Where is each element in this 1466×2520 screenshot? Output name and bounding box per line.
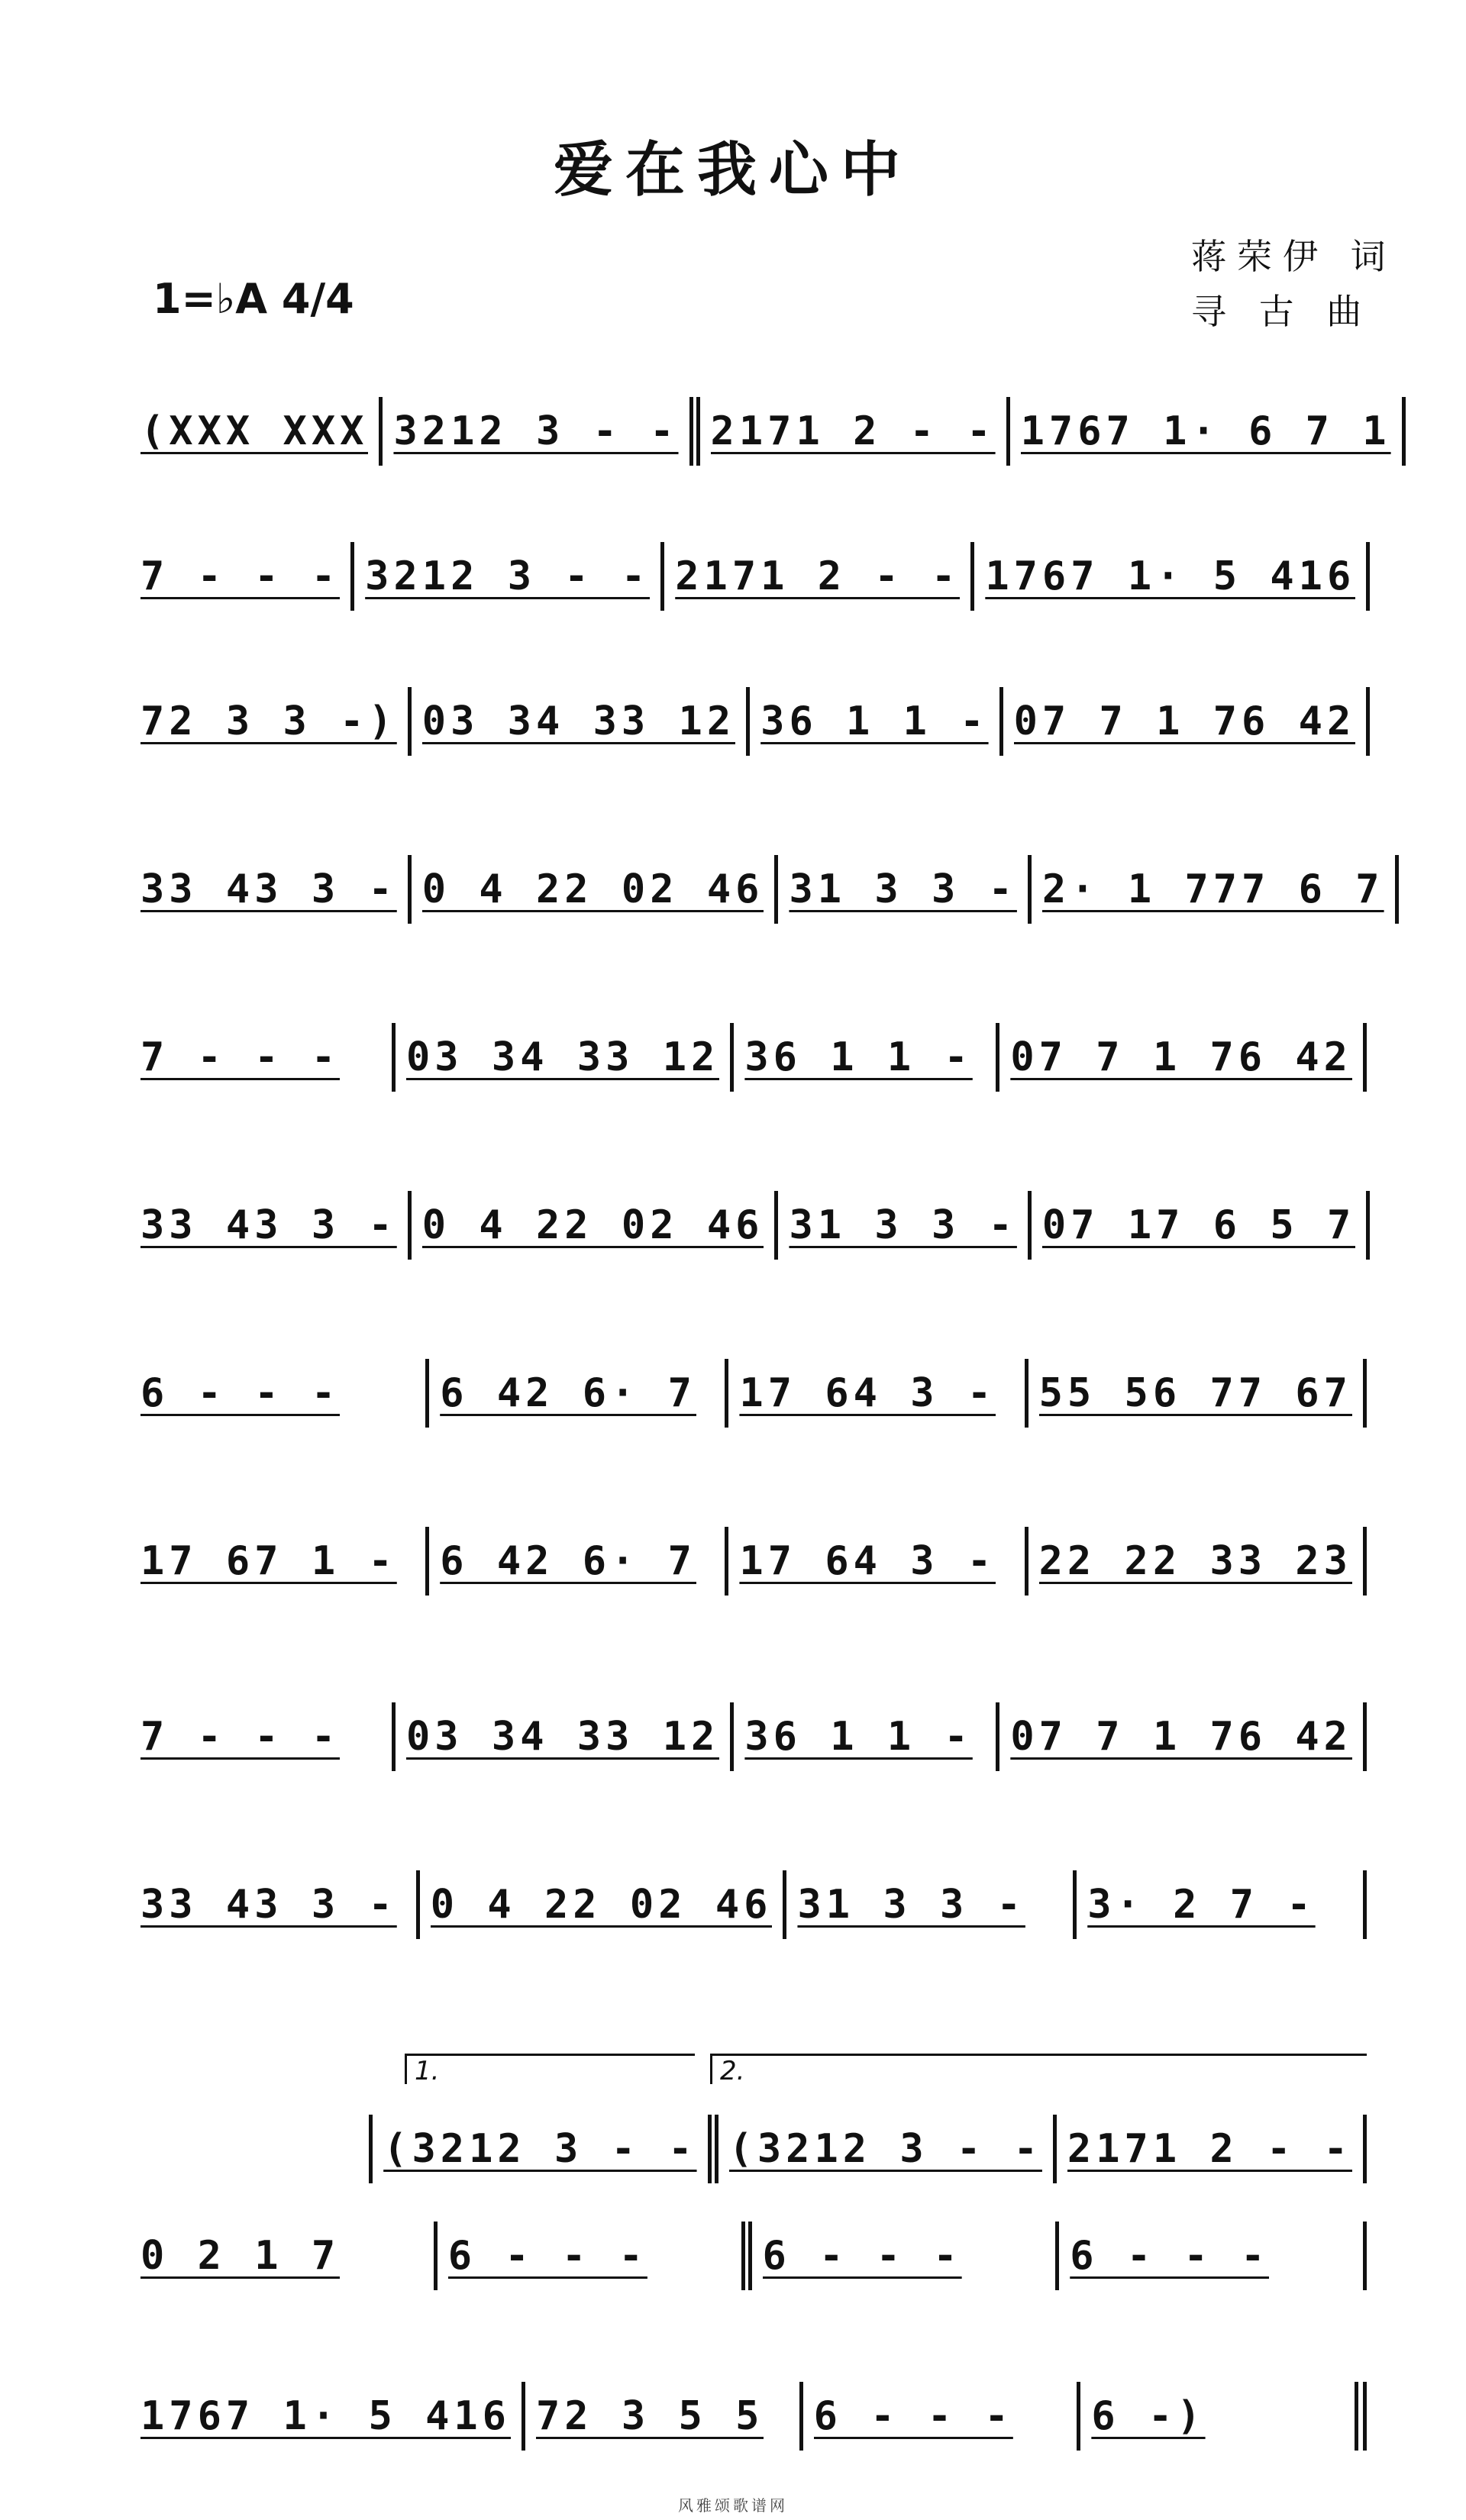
measure (734, 1023, 999, 1092)
measure (700, 397, 1010, 466)
measure-notes: 17 64 3 - (739, 1370, 996, 1416)
measure (750, 687, 1003, 756)
measure (130, 1023, 396, 1092)
measure-notes: 1767 1· 5 416 (140, 2393, 511, 2439)
measure (786, 1870, 1077, 1939)
measure-notes: 0 4 22 02 46 (421, 1202, 764, 1248)
measure (974, 542, 1370, 611)
measure (130, 855, 412, 924)
measure (728, 1359, 1028, 1428)
measure-notes: 7 - - - (140, 1034, 341, 1080)
measure-notes: 36 1 1 - (744, 1034, 973, 1080)
score-system (0, 1168, 1466, 1321)
score-system (0, 832, 1466, 985)
measure (130, 1359, 429, 1428)
measure-notes: 72 3 5 5 (536, 2393, 764, 2439)
score-system (0, 1504, 1466, 1657)
measure (383, 397, 699, 466)
first-ending-label: 1. (415, 2056, 440, 2086)
measure (999, 1023, 1367, 1092)
measure-notes: 0 4 22 02 46 (430, 1882, 773, 1928)
measure (1077, 1870, 1367, 1939)
composer-credit: 寻 古 曲 (1191, 291, 1373, 332)
measure-notes: 6 - - - (1070, 2233, 1270, 2279)
measure-notes: 3212 3 - - (393, 408, 679, 454)
score-system (0, 2359, 1466, 2512)
score-system (0, 1336, 1466, 1489)
measure-notes: 22 22 33 23 (1038, 1538, 1352, 1584)
credits (1191, 229, 1397, 339)
first-ending-bracket (405, 2054, 695, 2084)
measure-notes: 2171 2 - - (710, 408, 996, 454)
measure-notes: 7 - - - (140, 1714, 341, 1760)
measure (130, 542, 354, 611)
measure-notes: 72 3 3 -) (140, 699, 397, 744)
measure-notes: 6 - - - (447, 2233, 647, 2279)
measure-notes: 3212 3 - - (365, 553, 651, 599)
measure (130, 397, 383, 466)
measure-row (130, 2222, 1367, 2290)
measure (1010, 397, 1406, 466)
measure-notes: 33 43 3 - (140, 1202, 397, 1248)
measure-row (130, 1191, 1367, 1260)
measure-notes: 33 43 3 - (140, 1882, 397, 1928)
measure-notes: 6 - - - (140, 1370, 341, 1416)
measure (130, 687, 412, 756)
lyricist-credit: 蒋荣伊 词 (1191, 236, 1397, 277)
score-system (0, 1679, 1466, 1832)
measure (778, 1191, 1031, 1260)
measure (429, 1527, 728, 1596)
measure-notes: 3· 2 7 - (1087, 1882, 1316, 1928)
measure-notes: 2171 2 - - (675, 553, 961, 599)
measure (396, 1702, 734, 1771)
second-ending-label: 2. (720, 2056, 745, 2086)
score-system (0, 664, 1466, 817)
measure (412, 855, 779, 924)
measure-notes: (XXX XXX (140, 408, 369, 454)
measure (1032, 855, 1399, 924)
measure (130, 2382, 525, 2451)
measure (752, 2222, 1060, 2290)
measure-notes: 6 - - - (813, 2393, 1013, 2439)
measure-row (130, 2382, 1367, 2451)
measure-notes: 55 56 77 67 (1038, 1370, 1352, 1416)
measure (429, 1359, 728, 1428)
key-signature: 1=♭A 4/4 (153, 275, 354, 323)
measure (412, 1191, 779, 1260)
measure-notes: 2171 2 - - (1067, 2126, 1352, 2172)
measure-notes: 31 3 3 - (789, 866, 1017, 912)
measure (734, 1702, 999, 1771)
measure (803, 2382, 1081, 2451)
measure (1028, 1359, 1367, 1428)
measure (130, 1702, 396, 1771)
measure-notes: 36 1 1 - (744, 1714, 973, 1760)
measure-row (130, 1702, 1367, 1771)
measure (728, 1527, 1028, 1596)
measure-row (130, 687, 1367, 756)
measure-notes: 36 1 1 - (760, 699, 989, 744)
measure (778, 855, 1031, 924)
measure (1003, 687, 1371, 756)
measure (664, 542, 974, 611)
measure (718, 2115, 1057, 2183)
second-ending-bracket (710, 2054, 1367, 2084)
measure (130, 1191, 412, 1260)
score-system (0, 519, 1466, 672)
measure (525, 2382, 803, 2451)
measure (1080, 2382, 1367, 2451)
measure (373, 2115, 718, 2183)
measure-row (130, 1870, 1367, 1939)
measure (412, 687, 750, 756)
measure-row (130, 1359, 1367, 1428)
measure (999, 1702, 1367, 1771)
measure-notes: 07 17 6 5 7 (1041, 1202, 1356, 1248)
measure-notes: 1767 1· 6 7 1 (1020, 408, 1391, 454)
measure-notes: 7 - - - (140, 553, 341, 599)
measure-notes: 6 42 6· 7 (440, 1370, 696, 1416)
measure-notes: 6 - - - (762, 2233, 962, 2279)
song-title: 爱在我心中 (553, 135, 912, 205)
measure (1057, 2115, 1367, 2183)
measure-notes: 0 4 22 02 46 (421, 866, 764, 912)
measure (130, 2222, 438, 2290)
measure-notes: 17 67 1 - (140, 1538, 397, 1584)
measure-notes: 17 64 3 - (739, 1538, 996, 1584)
measure-notes: 1767 1· 5 416 (985, 553, 1356, 599)
measure-notes: 31 3 3 - (797, 1882, 1025, 1928)
measure (1032, 1191, 1370, 1260)
measure-notes: 03 34 33 12 (405, 1714, 720, 1760)
measure-notes: (3212 3 - - (383, 2126, 697, 2172)
measure-notes: 03 34 33 12 (421, 699, 736, 744)
measure-row (130, 1527, 1367, 1596)
measure (354, 542, 664, 611)
measure (438, 2222, 752, 2290)
measure-notes: 07 7 1 76 42 (1010, 1034, 1352, 1080)
score-system (0, 2199, 1466, 2351)
measure-notes: 33 43 3 - (140, 866, 397, 912)
measure (130, 2115, 373, 2183)
measure-row (130, 2115, 1367, 2183)
measure (396, 1023, 734, 1092)
measure-notes: 0 2 1 7 (140, 2233, 341, 2279)
footer-watermark: 风雅颂歌谱网 (678, 2496, 788, 2515)
measure-row (130, 1023, 1367, 1092)
score-system (0, 1000, 1466, 1153)
measure-notes: (3212 3 - - (728, 2126, 1042, 2172)
measure (130, 1527, 429, 1596)
measure-notes: 2· 1 777 6 7 (1041, 866, 1384, 912)
score-system (0, 374, 1466, 527)
measure-notes: 6 -) (1091, 2393, 1206, 2439)
measure (420, 1870, 787, 1939)
measure-notes: 6 42 6· 7 (440, 1538, 696, 1584)
score-system (0, 1847, 1466, 2000)
measure (130, 1870, 420, 1939)
measure-notes: 03 34 33 12 (405, 1034, 720, 1080)
measure-row (130, 397, 1391, 466)
measure-notes: 07 7 1 76 42 (1010, 1714, 1352, 1760)
measure-row (130, 542, 1367, 611)
measure (1059, 2222, 1367, 2290)
measure-notes: 07 7 1 76 42 (1013, 699, 1356, 744)
measure-notes: 31 3 3 - (789, 1202, 1017, 1248)
measure (1028, 1527, 1367, 1596)
measure-row (130, 855, 1384, 924)
